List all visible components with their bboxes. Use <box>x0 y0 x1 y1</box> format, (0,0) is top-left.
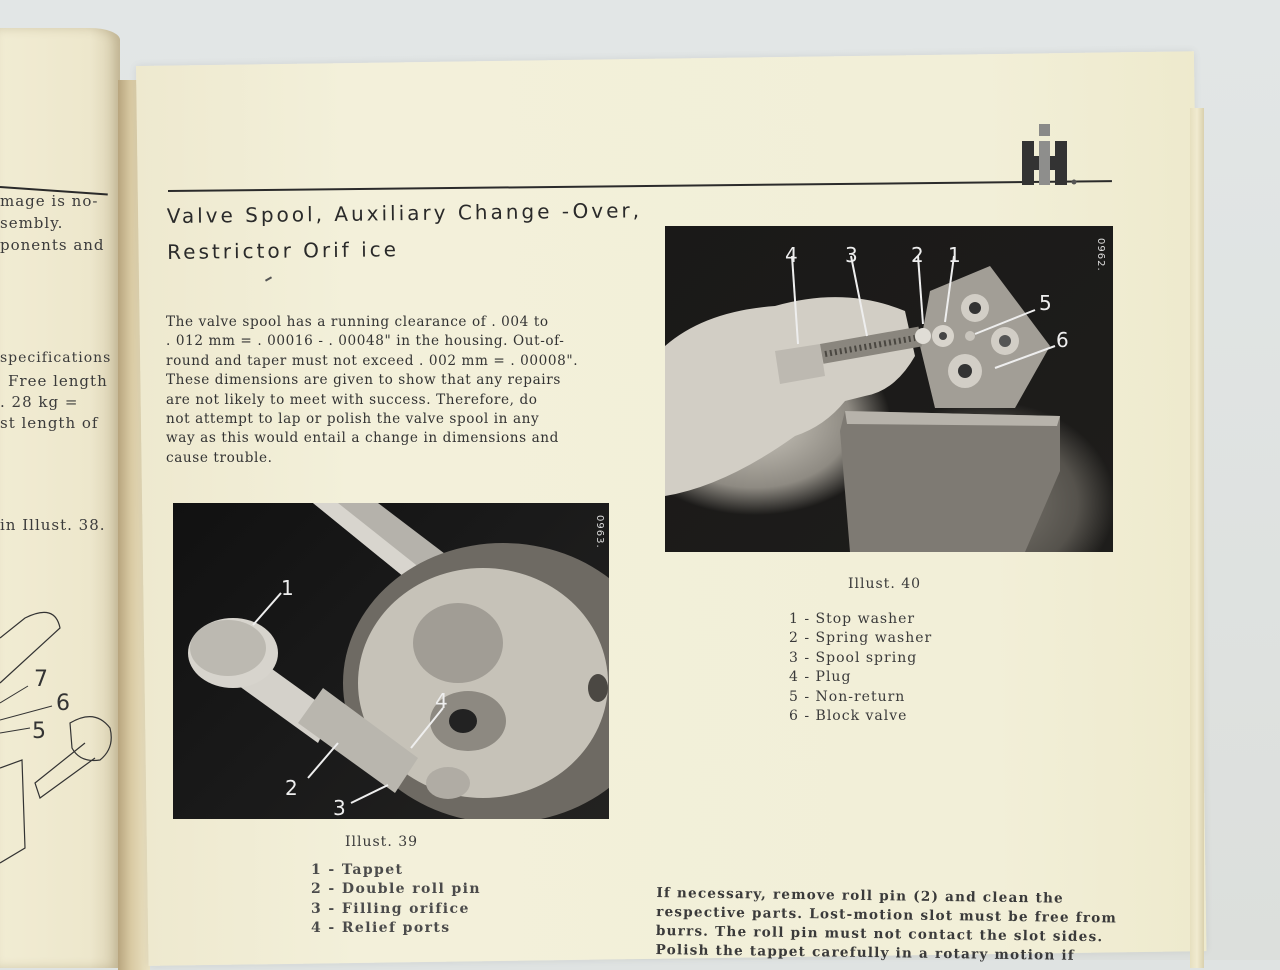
body-line: not attempt to lap or polish the valve spool in any <box>166 411 540 428</box>
legend-item: 4 - Relief ports <box>311 920 451 937</box>
legend-item: 5 - Non-return <box>789 688 906 705</box>
illust-39-photo <box>173 503 609 819</box>
legend-item: 3 - Filling orifice <box>311 900 470 917</box>
svg-text:4: 4 <box>435 689 448 713</box>
illust-40-code: 0962. <box>1095 238 1106 272</box>
legend-item: 2 - Double roll pin <box>311 881 481 898</box>
illust-39-legend <box>311 861 481 939</box>
illust-40-artwork <box>665 226 1113 552</box>
legend-item: 6 - Block valve <box>789 708 908 725</box>
svg-text:3: 3 <box>333 796 346 819</box>
left-text-line: mage is no- <box>0 192 99 210</box>
left-text-line: in Illust. 38. <box>0 516 106 534</box>
legend-item: 3 - Spool spring <box>789 649 918 666</box>
left-text-line: sembly. <box>0 214 64 232</box>
body-paragraph <box>166 313 626 468</box>
svg-text:1: 1 <box>948 243 961 267</box>
illust-39-artwork <box>173 503 609 819</box>
left-text-line: st length of <box>0 414 99 432</box>
bottom-line: If necessary, remove roll pin (2) and clean the <box>656 885 1065 907</box>
illust-40-caption: Illust. 40 <box>848 576 922 592</box>
legend-item: 1 - Stop washer <box>789 611 916 627</box>
svg-text:2: 2 <box>911 243 924 267</box>
page-edge <box>1190 108 1204 968</box>
left-page <box>0 28 120 968</box>
left-text-line: . 28 kg = <box>0 393 79 411</box>
body-line: round and taper must not exceed . 002 mm = . 00008". <box>166 352 579 369</box>
body-line: way as this would entail a change in dimensions and <box>166 430 559 447</box>
svg-text:3: 3 <box>845 243 858 267</box>
legend-item: 2 - Spring washer <box>789 630 933 647</box>
section-title-line-2: Restrictor Orif ice <box>167 237 400 264</box>
legend-item: 1 - Tappet <box>311 862 404 878</box>
section-title-line-1: Valve Spool, Auxiliary Change -Over, <box>166 198 643 229</box>
legend-item: 4 - Plug <box>789 669 852 686</box>
left-text-line: Free length <box>8 372 108 390</box>
svg-text:4: 4 <box>785 243 798 267</box>
bottom-line: respective parts. Lost-motion slot must be free from <box>656 904 1118 927</box>
section-title <box>167 192 643 270</box>
illust-40-photo <box>665 226 1113 552</box>
ih-logo-icon <box>1022 124 1082 188</box>
body-line: are not likely to meet with success. Therefore, do <box>166 391 538 408</box>
svg-text:2: 2 <box>285 776 298 800</box>
body-line: cause trouble. <box>166 449 273 466</box>
svg-text:6: 6 <box>56 691 70 716</box>
left-text-line: ponents and <box>0 236 105 254</box>
svg-text:6: 6 <box>1056 328 1069 352</box>
bottom-line: burrs. The roll pin must not contact the slot sides. <box>655 922 1104 946</box>
illust-38-line-drawing <box>0 598 120 898</box>
body-line: . 012 mm = . 00016 - . 00048" in the housing. Out-of- <box>166 333 565 350</box>
bottom-paragraph <box>655 884 1117 966</box>
bottom-line: Polish the tappet carefully in a rotary motion if <box>655 941 1075 964</box>
svg-text:1: 1 <box>281 576 294 600</box>
body-line: These dimensions are given to show that any repairs <box>166 372 561 389</box>
body-line: The valve spool has a running clearance of . 004 to <box>166 314 549 330</box>
left-text-line: specifications <box>0 350 112 366</box>
svg-text:7: 7 <box>34 667 48 692</box>
illust-39-code: 0963. <box>594 515 605 549</box>
illust-40-legend <box>789 610 932 726</box>
svg-text:5: 5 <box>32 719 46 744</box>
illust-39-caption: Illust. 39 <box>345 834 419 850</box>
svg-text:5: 5 <box>1039 291 1052 315</box>
